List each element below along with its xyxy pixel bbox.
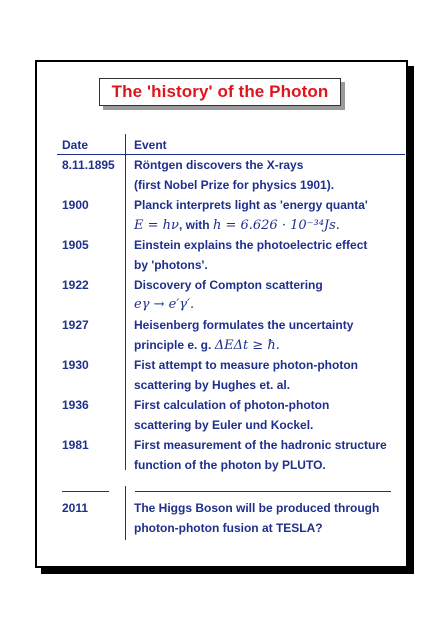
column-divider-lower bbox=[125, 486, 126, 540]
event-separator bbox=[135, 491, 391, 492]
row-event bbox=[134, 155, 334, 195]
row-event bbox=[134, 435, 387, 475]
row-event bbox=[134, 195, 368, 235]
formula: ΔEΔt ≥ ħ. bbox=[214, 338, 280, 353]
event-formula-line bbox=[134, 335, 353, 355]
row-event bbox=[134, 498, 379, 538]
event-line: Fist attempt to measure photon-photon bbox=[134, 358, 358, 372]
event-line: Discovery of Compton scattering bbox=[134, 278, 323, 292]
row-date: 1930 bbox=[62, 358, 89, 372]
title-box bbox=[99, 78, 341, 106]
formula: E = hν bbox=[134, 218, 179, 233]
column-header-date: Date bbox=[62, 138, 89, 152]
event-line: Einstein explains the photoelectric effect bbox=[134, 238, 368, 252]
event-line: First measurement of the hadronic structure bbox=[134, 438, 387, 452]
page-title: The 'history' of the Photon bbox=[111, 82, 329, 101]
event-line: by 'photons'. bbox=[134, 258, 208, 272]
event-line: Planck interprets light as 'energy quanta' bbox=[134, 198, 368, 212]
row-date: 8.11.1895 bbox=[62, 158, 115, 172]
event-line: The Higgs Boson will be produced through bbox=[134, 501, 380, 515]
row-date: 2011 bbox=[62, 501, 89, 515]
event-line: scattering by Hughes et. al. bbox=[134, 378, 291, 392]
event-line: Röntgen discovers the X-rays bbox=[134, 158, 304, 172]
event-formula-line bbox=[134, 215, 368, 235]
event-text: principle e. g. bbox=[134, 338, 215, 352]
column-divider bbox=[125, 134, 126, 470]
event-line: First calculation of photon-photon bbox=[134, 398, 330, 412]
row-date: 1927 bbox=[62, 318, 89, 332]
event-line: Heisenberg formulates the uncertainty bbox=[134, 318, 354, 332]
row-event bbox=[134, 355, 358, 395]
row-date: 1981 bbox=[62, 438, 89, 452]
row-event bbox=[134, 395, 329, 435]
formula: eγ → e′γ′. bbox=[134, 297, 195, 312]
row-date: 1900 bbox=[62, 198, 89, 212]
row-date: 1905 bbox=[62, 238, 89, 252]
row-event bbox=[134, 315, 353, 355]
formula: h = 6.626 · 10⁻³⁴Js. bbox=[212, 218, 340, 233]
column-header-event: Event bbox=[134, 138, 167, 152]
event-text: , with bbox=[178, 218, 213, 232]
event-line: photon-photon fusion at TESLA? bbox=[134, 521, 323, 535]
event-line: scattering by Euler und Kockel. bbox=[134, 418, 314, 432]
date-separator bbox=[62, 491, 109, 492]
row-date: 1936 bbox=[62, 398, 89, 412]
row-event bbox=[134, 275, 323, 315]
slide bbox=[35, 60, 408, 568]
row-event bbox=[134, 235, 367, 275]
event-line: function of the photon by PLUTO. bbox=[134, 458, 326, 472]
row-date: 1922 bbox=[62, 278, 89, 292]
event-line: (first Nobel Prize for physics 1901). bbox=[134, 178, 335, 192]
